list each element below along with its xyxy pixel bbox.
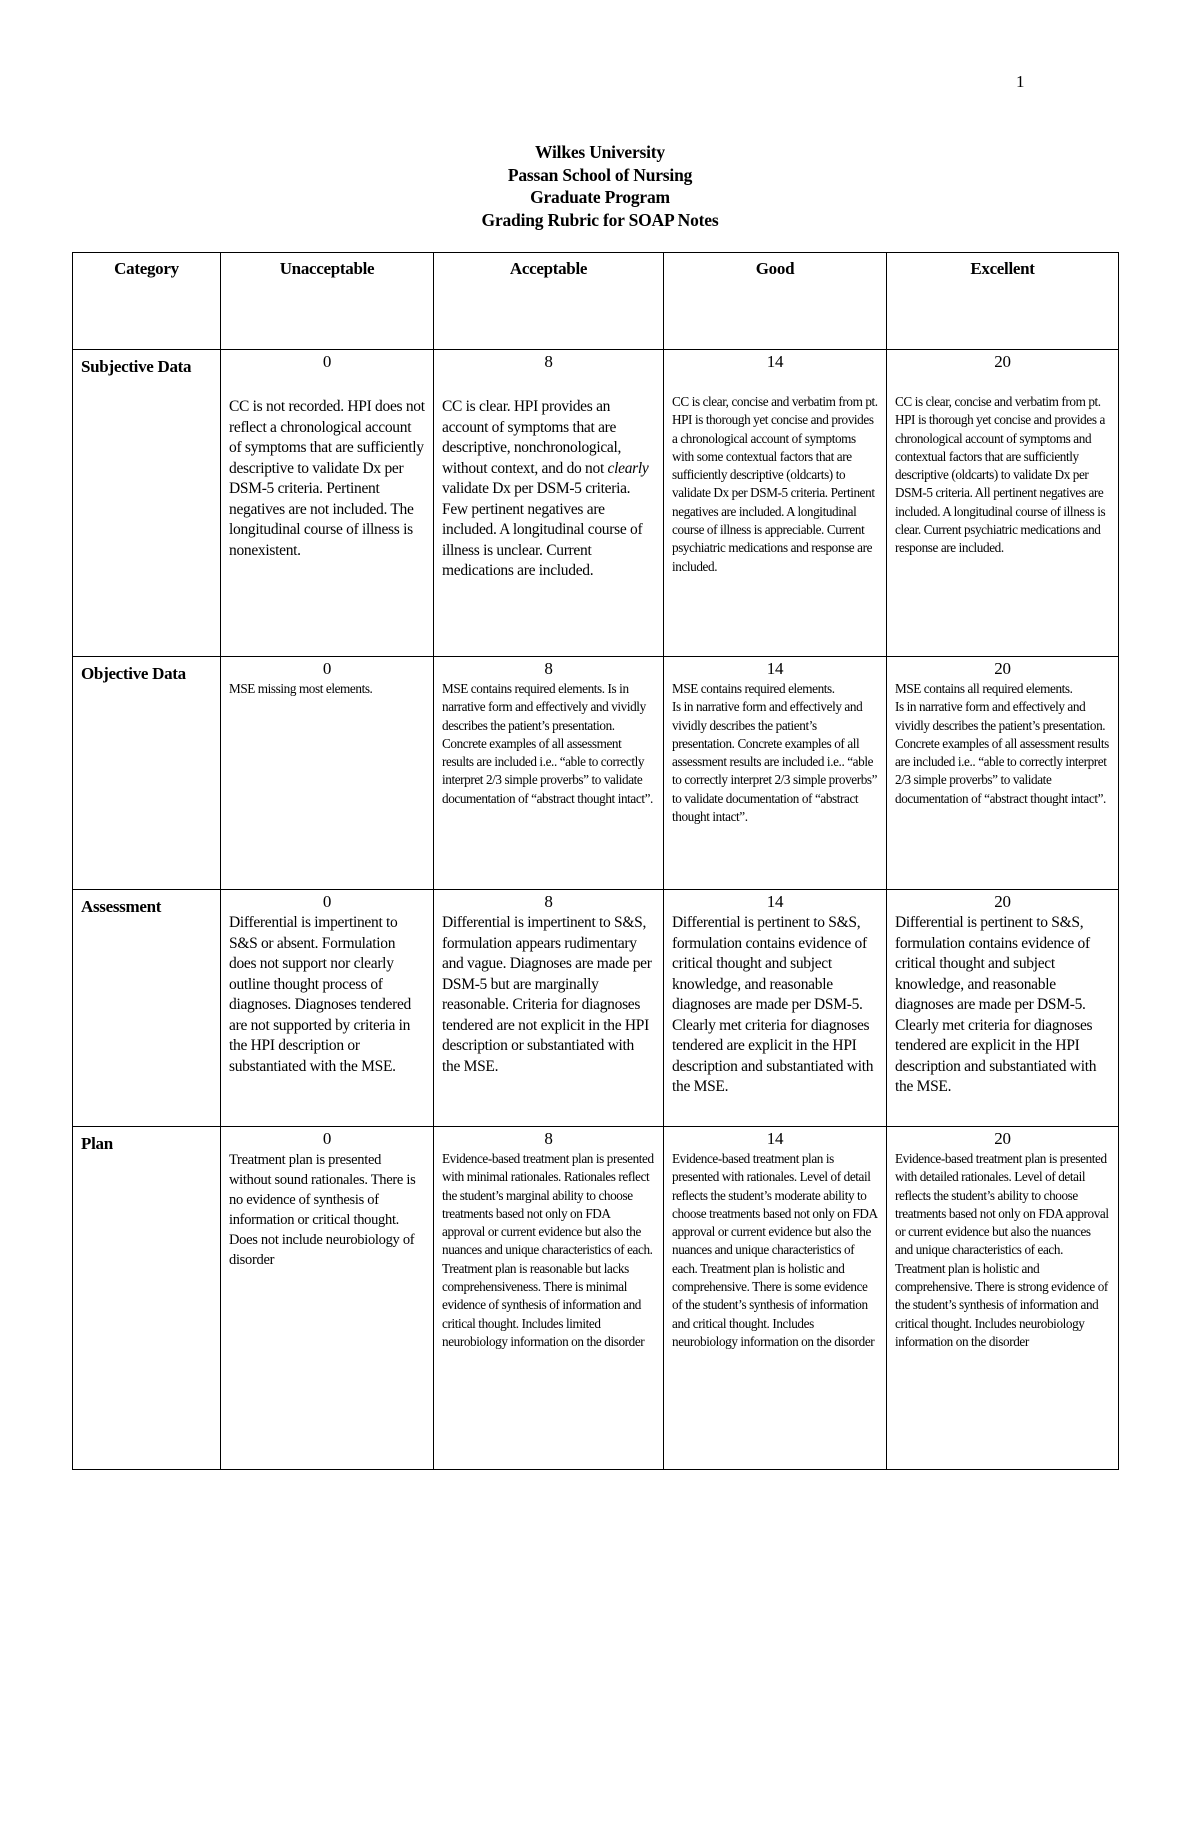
rubric-cell-excellent	[887, 657, 1119, 890]
criteria-text: Is in narrative form and effectively and vividly describes the patient’s presentation. Concrete examples of all assessment results are included i.e.. “able to correctly interpret 2/3 simple proverbs” to validate documentation of “abstract thought intact”.	[895, 699, 1109, 806]
criteria-text: CC is not recorded. HPI does not reflect a chronological account of symptoms that are sufficiently descriptive to validate Dx per DSM-5 criteria. Pertinent negatives are not included. The longitudinal course of illness is nonexistent.	[229, 398, 425, 559]
category-cell: Subjective Data	[73, 350, 221, 657]
rubric-cell-acceptable	[434, 890, 664, 1127]
criteria-text: CC is clear, concise and verbatim from pt. HPI is thorough yet concise and provides a chronological account of symptoms with some contextual factors that are sufficiently descriptive (oldcarts) to validate Dx per DSM-5 criteria. Pertinent negatives are included. A longitudinal course of illness is appreciable. Current psychiatric medications and response are included.	[672, 394, 878, 574]
column-header-unacceptable: Unacceptable	[221, 253, 434, 350]
score: 20	[994, 659, 1011, 678]
rubric-cell-unacceptable	[221, 657, 434, 890]
score: 0	[322, 659, 332, 678]
score: 0	[322, 1129, 332, 1148]
rubric-cell-good	[664, 890, 887, 1127]
criteria-text: MSE contains all required elements.	[895, 681, 1073, 696]
rubric-cell-good	[664, 350, 887, 657]
criteria-text: MSE missing most elements.	[229, 681, 373, 696]
document-title: Grading Rubric for SOAP Notes	[481, 209, 719, 230]
score: 8	[544, 352, 553, 371]
criteria-text: MSE contains required elements.	[672, 681, 835, 696]
rubric-cell-good	[664, 657, 887, 890]
category-cell: Objective Data	[73, 657, 221, 890]
score: 14	[766, 659, 784, 678]
page-number: 1	[1016, 72, 1025, 91]
criteria-text-part: CC is clear. HPI provides an account of symptoms that are descriptive, nonchronological, without context, and do not	[442, 398, 622, 477]
score: 8	[544, 1129, 553, 1148]
category-cell: Plan	[73, 1127, 221, 1470]
column-header-excellent: Excellent	[887, 253, 1119, 350]
table-row-assessment	[73, 890, 1119, 1127]
criteria-text: Is in narrative form and effectively and vividly describes the patient’s presentation. Concrete examples of all assessment results are included i.e.. “able to correctly interpret 2/3 simple proverbs” to validate documentation of “abstract thought intact”.	[672, 699, 878, 825]
rubric-cell-good	[664, 1127, 887, 1470]
criteria-text: Evidence-based treatment plan is presented with minimal rationales. Rationales reflect the student’s marginal ability to choose treatments based not only on FDA approval or current evidence but also the nuances and unique characteristics of each. Treatment plan is reasonable but lacks comprehensiveness. There is minimal evidence of synthesis of information and critical thought. Includes limited neurobiology information on the disorder	[442, 1151, 654, 1349]
category-cell: Assessment	[73, 890, 221, 1127]
criteria-text: Differential is impertinent to S&S, formulation appears rudimentary and vague. Diagnoses are made per DSM-5 but are marginally reasonable. Criteria for diagnoses tendered are not explicit in the HPI description or substantiated with the MSE.	[442, 914, 652, 1075]
criteria-text-part: validate Dx per DSM-5 criteria. Few pertinent negatives are included. A longitudinal course of illness is unclear. Current medications are included.	[442, 480, 643, 579]
rubric-cell-excellent	[887, 350, 1119, 657]
rubric-cell-unacceptable	[221, 350, 434, 657]
table-row-plan	[73, 1127, 1119, 1470]
table-row-subjective-data	[73, 350, 1119, 657]
criteria-text: Differential is impertinent to S&S or absent. Formulation does not support nor clearly outline thought process of diagnoses. Diagnoses tendered are not supported by criteria in the HPI description or substantiated with the MSE.	[229, 914, 411, 1075]
school-name: Passan School of Nursing	[507, 164, 693, 185]
table-row-objective-data	[73, 657, 1119, 890]
score: 8	[544, 892, 553, 911]
score: 20	[994, 352, 1011, 371]
criteria-text-emphasis: clearly	[607, 459, 649, 477]
rubric-cell-acceptable	[434, 1127, 664, 1470]
rubric-cell-acceptable	[434, 657, 664, 890]
criteria-text: Differential is pertinent to S&S, formulation contains evidence of critical thought and subject knowledge, and reasonable diagnoses are made per DSM-5. Clearly met criteria for diagnoses tendered are explicit in the HPI description and substantiated with the MSE.	[895, 914, 1097, 1095]
rubric-cell-unacceptable	[221, 1127, 434, 1470]
score: 14	[766, 892, 784, 911]
score: 8	[544, 659, 553, 678]
score: 20	[994, 892, 1011, 911]
table-header-row	[73, 253, 1119, 350]
rubric-cell-acceptable	[434, 350, 664, 657]
document-header	[0, 141, 1200, 231]
criteria-text: CC is clear, concise and verbatim from pt. HPI is thorough yet concise and provides a chronological account of symptoms and contextual factors that are sufficiently descriptive (oldcarts) to validate Dx per DSM-5 criteria. All pertinent negatives are included. A longitudinal course of illness is clear. Current psychiatric medications and response are included.	[895, 394, 1106, 556]
column-header-acceptable: Acceptable	[434, 253, 664, 350]
column-header-good: Good	[664, 253, 887, 350]
score: 14	[766, 1129, 784, 1148]
university-name: Wilkes University	[535, 142, 665, 162]
score: 0	[322, 352, 332, 371]
criteria-text: Evidence-based treatment plan is presented with rationales. Level of detail reflects the student’s moderate ability to choose treatments based not only on FDA approval or current evidence but also the nuances and unique characteristics of each. Treatment plan is holistic and comprehensive. There is some evidence of the student’s synthesis of information and critical thought. Includes neurobiology information on the disorder	[672, 1151, 877, 1349]
score: 20	[994, 1129, 1011, 1148]
criteria-text	[442, 397, 655, 582]
criteria-text: Evidence-based treatment plan is presented with detailed rationales. Level of detail reflects the student’s ability to choose treatments based not only on FDA approval or current evidence but also the nuances and unique characteristics of each. Treatment plan is holistic and comprehensive. There is strong evidence of the student’s synthesis of information and critical thought. Includes neurobiology information on the disorder	[895, 1151, 1109, 1349]
column-header-category: Category	[73, 253, 221, 350]
rubric-table	[72, 252, 1119, 1470]
rubric-cell-excellent	[887, 1127, 1119, 1470]
score: 14	[766, 352, 784, 371]
criteria-text: MSE contains required elements. Is in narrative form and effectively and vividly describes the patient’s presentation. Concrete examples of all assessment results are included i.e.. “able to correctly interpret 2/3 simple proverbs” to validate documentation of “abstract thought intact”.	[442, 681, 653, 806]
rubric-cell-unacceptable	[221, 890, 434, 1127]
criteria-text: Differential is pertinent to S&S, formulation contains evidence of critical thought and subject knowledge, and reasonable diagnoses are made per DSM-5. Clearly met criteria for diagnoses tendered are explicit in the HPI description and substantiated with the MSE.	[672, 914, 874, 1095]
score: 0	[322, 892, 332, 911]
criteria-text: Treatment plan is presented without sound rationales. There is no evidence of synthesis of information or critical thought. Does not include neurobiology of disorder	[229, 1152, 416, 1268]
rubric-cell-excellent	[887, 890, 1119, 1127]
program-name: Graduate Program	[530, 187, 670, 207]
